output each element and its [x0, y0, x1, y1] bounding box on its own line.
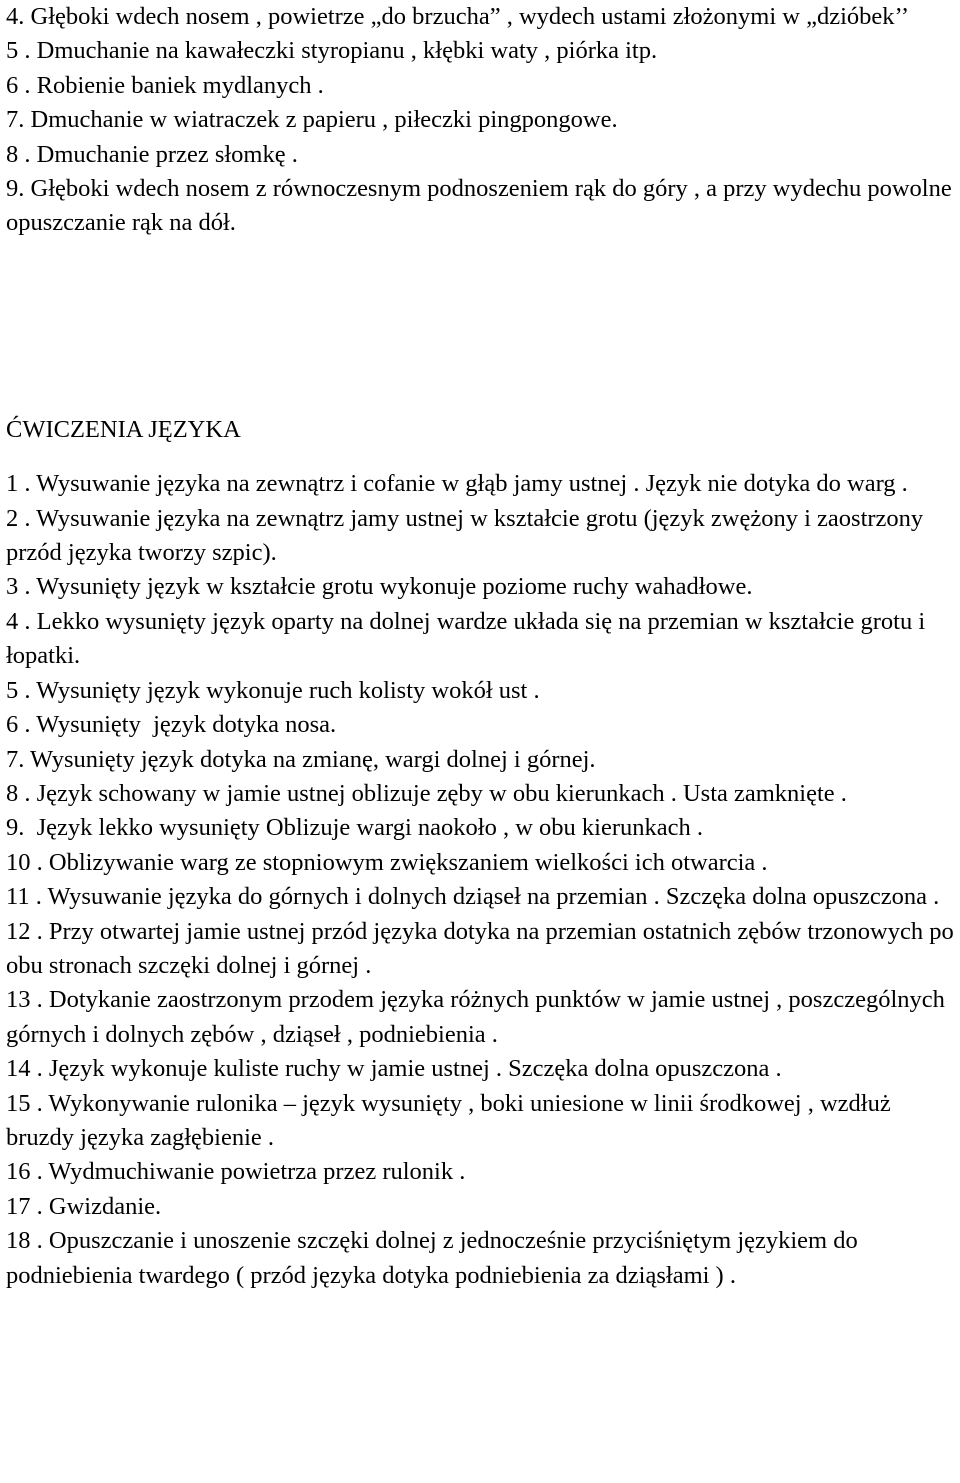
breathing-item-7: 7. Dmuchanie w wiatraczek z papieru , piłeczki pingpongowe.	[6, 106, 618, 134]
section-spacer	[6, 241, 956, 413]
breathing-item-9: 9. Głęboki wdech nosem z równoczesnym podnoszeniem rąk do góry , a przy wydechu powolne opuszczanie rąk na dół.	[6, 175, 958, 237]
tongue-item-1: 1 . Wysuwanie języka na zewnątrz i cofanie w głąb jamy ustnej . Język nie dotyka do warg .	[6, 470, 908, 498]
tongue-item-16: 16 . Wydmuchiwanie powietrza przez rulonik .	[6, 1158, 466, 1186]
tongue-item-15: 15 . Wykonywanie rulonika – język wysunięty , boki uniesione w linii środkowej , wzdłuż bruzdy języka zagłębienie .	[6, 1089, 897, 1151]
tongue-item-17: 17 . Gwizdanie.	[6, 1192, 162, 1220]
tongue-item-2: 2 . Wysuwanie języka na zewnątrz jamy ustnej w kształcie grotu (język zwężony i zaostrzony przód języka tworzy szpic).	[6, 504, 936, 567]
tongue-item-10: 10 . Oblizywanie warg ze stopniowym zwiększaniem wielkości ich otwarcia .	[6, 848, 768, 876]
document-page	[6, 0, 960, 1293]
tongue-item-3: 3 . Wysunięty język w kształcie grotu wykonuje poziome ruchy wahadłowe.	[6, 573, 753, 601]
section-heading: ĆWICZENIA JĘZYKA	[6, 415, 241, 443]
tongue-item-12: 12 . Przy otwartej jamie ustnej przód języka dotyka na przemian ostatnich zębów trzonowych po obu stronach szczęki dolnej i górnej .	[6, 917, 960, 979]
tongue-item-18: 18 . Opuszczanie i unoszenie szczęki dolnej z jednocześnie przyciśniętym językiem do podniebienia twardego ( przód języka dotyka podniebienia za dziąsłami ) .	[6, 1227, 864, 1289]
tongue-item-14: 14 . Język wykonuje kuliste ruchy w jamie ustnej . Szczęka dolna opuszczona .	[6, 1055, 782, 1083]
tongue-exercise-list	[6, 467, 960, 1293]
tongue-item-6: 6 . Wysunięty język dotyka nosa.	[6, 711, 337, 739]
tongue-item-13: 13 . Dotykanie zaostrzonym przodem języka różnych punktów w jamie ustnej , poszczególnych górnych i dolnych zębów , dziąseł , podniebienia .	[6, 986, 952, 1048]
tongue-item-7: 7. Wysunięty język dotyka na zmianę, wargi dolnej i górnej.	[6, 745, 596, 773]
breathing-item-4: 4. Głęboki wdech nosem , powietrze „do brzucha” , wydech ustami złożonymi w „dzióbek’’	[6, 3, 910, 30]
tongue-item-9: 9. Język lekko wysunięty Oblizuje wargi naokoło , w obu kierunkach .	[6, 814, 703, 842]
breathing-exercise-list	[6, 0, 956, 241]
tongue-item-8: 8 . Język schowany w jamie ustnej oblizuje zęby w obu kierunkach . Usta zamknięte .	[6, 779, 847, 807]
breathing-item-6: 6 . Robienie baniek mydlanych .	[6, 71, 324, 99]
breathing-item-8: 8 . Dmuchanie przez słomkę .	[6, 140, 298, 168]
tongue-item-11: 11 . Wysuwanie języka do górnych i dolnych dziąseł na przemian . Szczęka dolna opuszczona .	[6, 883, 940, 911]
tongue-item-5: 5 . Wysunięty język wykonuje ruch kolisty wokół ust .	[6, 676, 540, 704]
tongue-item-4: 4 . Lekko wysunięty język oparty na dolnej wardze układa się na przemian w kształcie grotu i łopatki.	[6, 607, 932, 670]
breathing-item-5: 5 . Dmuchanie na kawałeczki styropianu , kłębki waty , piórka itp.	[6, 37, 658, 65]
